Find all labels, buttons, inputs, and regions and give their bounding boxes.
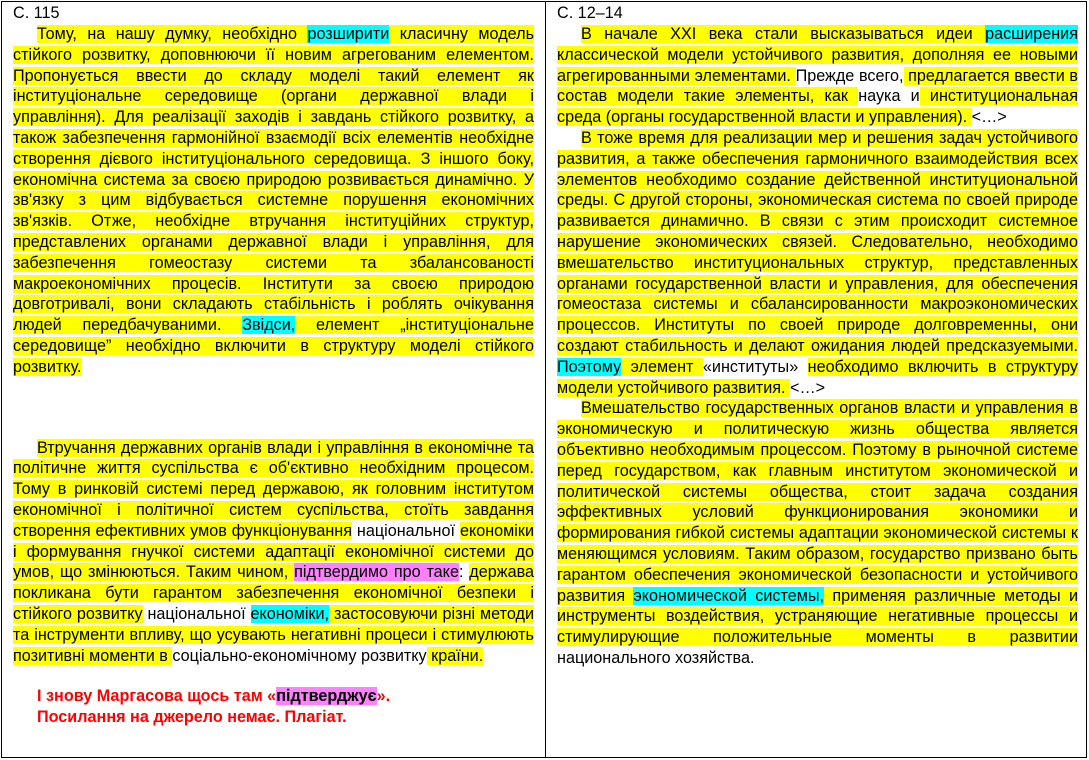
text-segment: розширити: [307, 25, 390, 43]
text-segment: Тому, на нашу думку, необхідно: [37, 25, 308, 43]
left-gap: [13, 378, 534, 438]
left-paragraph-2: [13, 438, 534, 667]
text-segment: классической модели устойчивого развития, дополняя ее новыми агрегированными элементами.: [557, 45, 1078, 85]
text-segment: <…>: [790, 378, 826, 397]
right-page-ref: С. 12–14: [557, 4, 623, 22]
comparison-table: [1, 1, 1087, 758]
text-segment: держава покликана бути гарантом забезпечення економічної безпеки і стійкого розвитку: [13, 563, 534, 623]
text-segment: Поэтому: [557, 357, 622, 376]
left-column-ukrainian: [2, 2, 546, 757]
text-segment: институциональная среда (органы государственной власти и управления).: [557, 87, 1078, 127]
text-segment: економіки,: [250, 604, 330, 623]
text-segment: Втручання державних органів влади і управління в економічне та політичне життя суспільства є об'єктивно необхідним процесом. Тому в ринковій системі перед державою, як головним інститутом економічної і політичної систем суспільства, стоїть завдання створення ефективних умов функціонування: [13, 438, 534, 540]
text-segment: В начале XXI века стали высказываться идеи: [581, 25, 986, 43]
text-segment: необходимо включить в структуру модели устойчивого развития.: [557, 357, 1078, 397]
note-line-1: І знову Маргасова щось там «підтверджує».: [37, 687, 391, 706]
right-paragraph-3: [557, 398, 1078, 668]
text-segment: національної: [351, 521, 460, 540]
text-segment: «институты»: [702, 357, 808, 376]
text-segment: <…>: [971, 108, 1007, 127]
plagiarism-note: [37, 686, 534, 728]
right-paragraph-2: [557, 128, 1078, 398]
text-segment: применяя различные методы и инструменты воздействия, устраняющие негативные процессы и стимулирующие положительные моменты в развитии: [557, 586, 1079, 647]
text-segment: предлагается ввести в состав модели такие элементы, как: [557, 66, 1079, 106]
text-segment: Звідси,: [242, 316, 296, 335]
note-line-2: Посилання на джерело немає. Плагіат.: [37, 708, 347, 727]
left-page-ref: С. 115: [13, 4, 60, 22]
text-segment: країни.: [426, 646, 484, 665]
text-segment: національної: [142, 604, 251, 623]
text-segment: экономической системы,: [633, 586, 825, 605]
text-segment: класичну модель стійкого розвитку, доповнюючи її новим агрегованим елементом. Пропонується ввести до складу моделі такий елемент як інституціональне середовище (органи державної влади і управління). Для реалізації заходів і завдань стійкого розвитку, а також забезпечення гармонійної взаємодії всіх елементів необхідне створення дієвого інституціонального середовища. З іншого боку, економічна система за своєю природою розвивається динамічно. У зв'язку з цим відбувається системне порушення економічних зв'язків. Отже, необхідне втручання інституційних структур, представлених органами державної влади і управління, для забезпечення гомеостазу системи та збалансованості макроекономічних процесів. Інститути за своєю природою довготривалі, вони складають стабільність і роблять очікування людей передбачуваними.: [13, 25, 534, 335]
text-segment: економіки і формування гнучкої системи адаптації економічної системи до умов, що змінюються. Таким чином,: [13, 521, 534, 582]
text-segment: Вмешательство государственных органов власти и управления в экономическую и политическую жизнь общества является объективно необходимым процессом. Поэтому в рыночной системе перед государством, как главным институтом экономической и политической системы общества, стоит задача создания эффективных условий функционирования экономики и формирования гибкой системы адаптации экономической системы к меняющимся условиям. Таким образом, государство призвано быть гарантом обеспечения экономической безопасности и устойчивого развития: [557, 399, 1078, 605]
text-segment: застосовуючи різні методи та інструменти впливу, що усувають негативні процеси і стимулюють позитивні моменти в: [13, 604, 534, 665]
right-paragraph-1: [557, 24, 1078, 128]
text-segment: В тоже время для реализации мер и решения задач устойчивого развития, а также обеспечения гармоничного взаимодействия всех элементов необходимо создание действенной институциональной среды. С другой стороны, экономическая система по своей природе развивается динамично. В связи с этим происходит системное нарушение экономических связей. Следовательно, необходимо вмешательство институциональных структур, представленных органами государственной власти и управления, для обеспечения гомеостаза системы и сбалансированности макроэкономических процессов. Институты по своей природе долговременны, они создают стабильность и делают ожидания людей предсказуемыми.: [557, 128, 1078, 355]
text-segment: национального хозяйства.: [557, 648, 755, 667]
right-column-russian: [546, 2, 1086, 757]
left-paragraph-1: [13, 24, 534, 378]
text-segment: элемент: [621, 357, 703, 376]
text-segment: елемент „інституціональне середовище” необхідно включити в структуру моделі стійкого розвитку.: [13, 316, 534, 376]
text-segment: підтвердимо про таке: [294, 563, 459, 582]
text-segment: наука и: [858, 87, 920, 106]
text-segment: :: [458, 563, 470, 582]
text-segment: соціально-економічному розвитку: [172, 646, 427, 665]
text-segment: расширения: [985, 25, 1078, 43]
note-highlight: підтверджує: [276, 687, 377, 706]
text-segment: Прежде всего,: [795, 66, 904, 85]
